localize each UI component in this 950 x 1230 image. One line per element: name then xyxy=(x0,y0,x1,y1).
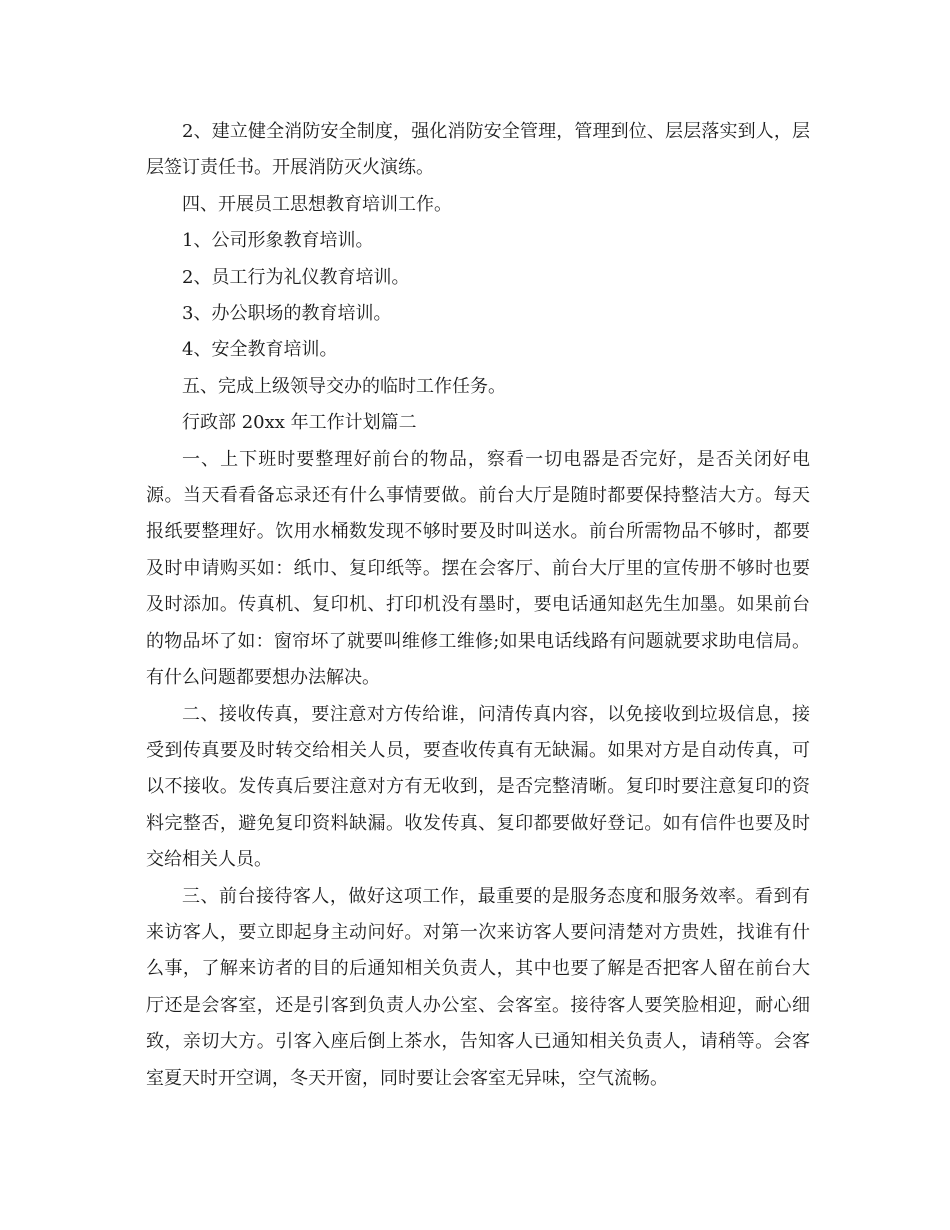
heading-temporary-tasks: 五、完成上级领导交办的临时工作任务。 xyxy=(182,375,506,397)
paragraph-fax-and-copy: 二、接收传真，要注意对方传给谁，问清传真内容，以免接收到垃圾信息，接受到传真要及时转交给相关人员，要查收传真有无缺漏。如果对方是自动传真，可以不接收。发传真后要注意对方有无收到，是否完整清晰。复印时要注意复印的资料完整否，避免复印资料缺漏。收发传真、复印都要做好登记。如有信件也要及时交给相关人员。 xyxy=(146,703,810,871)
section-title-plan-part-two: 行政部 20xx 年工作计划篇二 xyxy=(182,412,417,434)
list-item-company-image-training: 1、公司形象教育培训。 xyxy=(182,230,374,252)
list-item-safety-training: 4、安全教育培训。 xyxy=(182,339,338,361)
paragraph-reception: 三、前台接待客人，做好这项工作，最重要的是服务态度和服务效率。看到有来访客人，要立即起身主动问好。对第一次来访客人要问清楚对方贵姓，找谁有什么事，了解来访者的目的后通知相关负责人，其中也要了解是否把客人留在前台大厅还是会客室，还是引客到负责人办公室、会客室。接待客人要笑脸相迎，耐心细致，亲切大方。引客入座后倒上茶水，告知客人已通知相关负责人，请稍等。会客室夏天时开空调，冬天开窗，同时要让会客室无异味，空气流畅。 xyxy=(146,885,810,1089)
document-body xyxy=(146,114,810,1097)
heading-staff-training: 四、开展员工思想教育培训工作。 xyxy=(182,193,452,215)
list-item-etiquette-training: 2、员工行为礼仪教育培训。 xyxy=(182,266,410,288)
paragraph-fire-safety-system: 2、建立健全消防安全制度，强化消防安全管理，管理到位、层层落实到人，层层签订责任书。开展消防灭火演练。 xyxy=(146,121,810,179)
paragraph-front-desk-daily: 一、上下班时要整理好前台的物品，察看一切电器是否完好，是否关闭好电源。当天看看备忘录还有什么事情要做。前台大厅是随时都要保持整洁大方。每天报纸要整理好。饮用水桶数发现不够时要及时叫送水。前台所需物品不够时，都要及时申请购买如：纸巾、复印纸等。摆在会客厅、前台大厅里的宣传册不够时也要及时添加。传真机、复印机、打印机没有墨时，要电话通知赵先生加墨。如果前台的物品坏了如：窗帘坏了就要叫维修工维修;如果电话线路有问题就要求助电信局。有什么问题都要想办法解决。 xyxy=(146,448,810,689)
list-item-office-training: 3、办公职场的教育培训。 xyxy=(182,303,392,325)
